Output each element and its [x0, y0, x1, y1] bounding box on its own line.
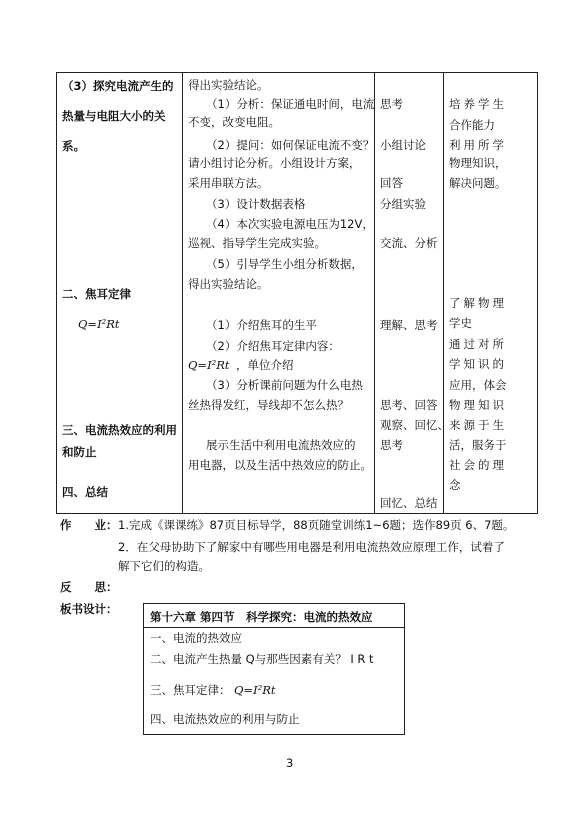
student-activity: 回答 — [380, 176, 403, 190]
joule-formula: Q=I²Rt — [78, 317, 120, 331]
design-intent: 了解物理 — [449, 296, 507, 310]
board-item: 二、电流产生热量 Q与那些因素有关？ I R t — [150, 652, 374, 666]
homework-line: 2．在父母协助下了解家中有哪些用电器是利用电流热效应原理工作，试着了 — [118, 540, 505, 554]
table-top-border — [56, 72, 538, 73]
reflection-label: 反 思： — [60, 580, 118, 594]
design-intent: 社会的理 — [449, 458, 507, 472]
student-activity: 思考、回答 — [380, 398, 438, 412]
teacher-activity-line: （3）分析课前问题为什么电热 — [206, 378, 363, 392]
student-activity: 思考 — [380, 438, 403, 452]
homework-label: 作 业： — [60, 518, 118, 532]
teacher-activity-line: （4）本次实验电源电压为12V， — [206, 217, 374, 231]
student-activity: 小组讨论 — [380, 138, 426, 152]
teacher-activity-line: 得出实验结论。 — [188, 277, 269, 291]
student-activity: 分组实验 — [380, 197, 426, 211]
table-col-divider-3 — [443, 72, 444, 514]
board-item: 一、电流的热效应 — [150, 631, 242, 645]
design-intent: 应用，体会 — [449, 378, 507, 392]
design-intent: 培养学生 — [449, 97, 507, 111]
joule-formula-inline: Q=I²Rt — [188, 358, 230, 372]
design-intent: 合作能力 — [449, 118, 495, 132]
design-intent: 通过对所 — [449, 337, 507, 351]
design-intent: 物理知识， — [449, 156, 507, 170]
teacher-activity-line: 展示生活中利用电流热效应的 — [206, 438, 356, 452]
homework-line: 1.完成《课课练》87页目标导学，88页随堂训练1~6题；选作89页 6、7题。 — [118, 518, 515, 532]
joule-law-heading: 二、焦耳定律 — [62, 287, 131, 301]
design-intent: 来源于生 — [449, 418, 507, 432]
table-col-divider-1 — [182, 72, 183, 514]
section-heading-line: 热量与电阻大小的关 — [62, 109, 166, 123]
homework-line: 解下它们的构造。 — [118, 559, 210, 573]
heat-effect-heading: 和防止 — [62, 445, 97, 459]
design-intent: 物理知识 — [449, 398, 507, 412]
student-activity: 观察、回忆、 — [380, 418, 449, 432]
board-formula: Q=I²Rt — [234, 683, 276, 697]
design-intent: 学史 — [449, 316, 472, 330]
teacher-activity-line: （1）分析：保证通电时间，电流 — [206, 97, 375, 111]
board-title-divider — [144, 627, 404, 628]
table-bottom-border — [56, 513, 538, 514]
page-number: 3 — [286, 756, 294, 770]
teacher-activity-line: （3）设计数据表格 — [206, 197, 306, 211]
table-right-border — [537, 72, 538, 514]
heat-effect-heading: 三、电流热效应的利用 — [62, 423, 177, 437]
student-activity: 思考 — [380, 97, 403, 111]
section-heading-line: （3）探究电流产生的 — [62, 79, 174, 93]
teacher-activity-line: 得出实验结论。 — [188, 78, 269, 92]
design-intent: 活，服务于 — [449, 438, 507, 452]
board-item: 四、电流热效应的利用与防止 — [150, 712, 300, 726]
teacher-activity-line: （2）介绍焦耳定律内容： — [206, 339, 340, 353]
teacher-activity-line: 巡视、指导学生完成实验。 — [188, 236, 326, 250]
summary-heading: 四、总结 — [62, 485, 108, 499]
design-intent: 念 — [449, 478, 461, 492]
teacher-activity-line: 丝热得发红，导线却不怎么热？ — [188, 398, 349, 412]
table-left-border — [56, 72, 57, 514]
board-design-label: 板书设计： — [60, 602, 118, 616]
teacher-activity-line: （2）提问：如何保证电流不变？ — [206, 138, 375, 152]
student-activity: 交流、分析 — [380, 236, 438, 250]
teacher-activity-line: ，单位介绍 — [236, 358, 294, 372]
teacher-activity-line: 采用串联方法。 — [188, 176, 269, 190]
teacher-activity-line: （1）介绍焦耳的生平 — [206, 318, 317, 332]
board-title: 第十六章 第四节 科学探究：电流的热效应 — [150, 610, 373, 624]
student-activity: 回忆、总结 — [380, 496, 438, 510]
teacher-activity-line: 用电器，以及生活中热效应的防止。 — [188, 458, 372, 472]
section-heading-line: 系。 — [62, 139, 85, 153]
design-intent: 解决问题。 — [449, 176, 507, 190]
teacher-activity-line: 不变，改变电阻。 — [188, 115, 280, 129]
design-intent: 学知识的 — [449, 357, 507, 371]
student-activity: 理解、思考 — [380, 318, 438, 332]
board-item: 三、焦耳定律： — [150, 683, 231, 697]
teacher-activity-line: （5）引导学生小组分析数据， — [206, 257, 363, 271]
teacher-activity-line: 请小组讨论分析。小组设计方案， — [188, 156, 361, 170]
design-intent: 利用所学 — [449, 138, 507, 152]
